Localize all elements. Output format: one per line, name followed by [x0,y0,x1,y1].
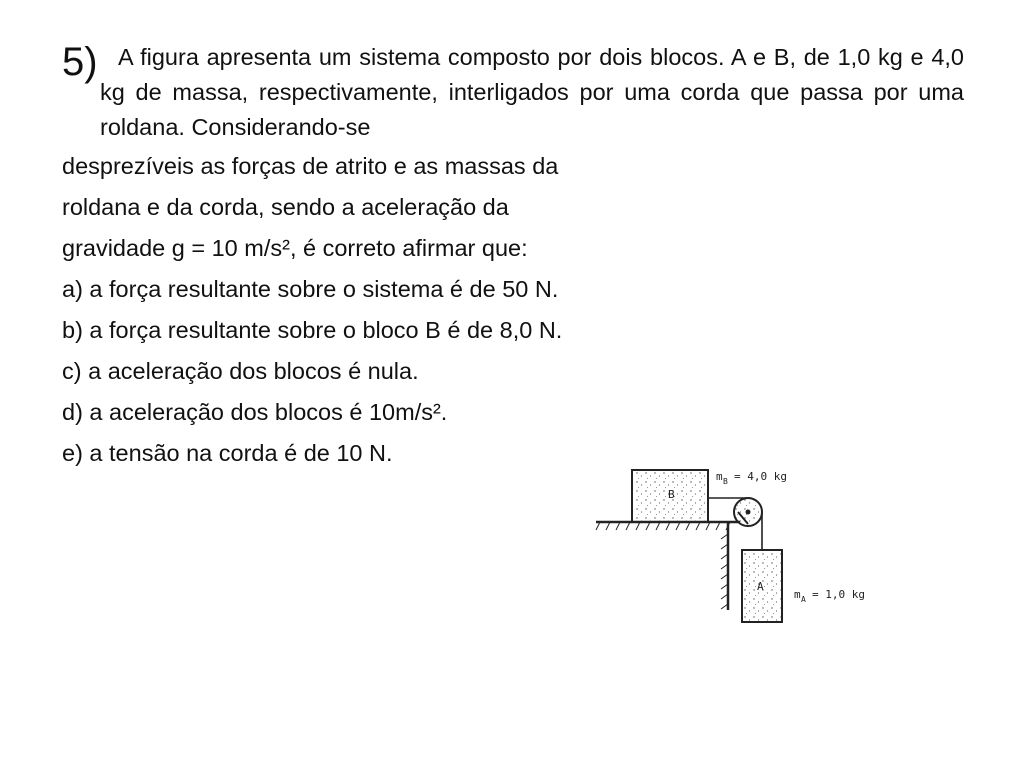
mass-b-subscript: B [723,477,728,486]
mass-b-value: = 4,0 kg [734,470,787,483]
block-a [742,550,782,622]
option-c: c) a aceleração dos blocos é nula. [62,358,419,384]
question-intro: A figura apresenta um sistema composto por dois blocos. A e B, de 1,0 kg e 4,0 kg de massa, respectivamente, interligados por uma corda que passa por uma roldana. Considerando-se [100,44,964,140]
pulley-diagram-svg [590,462,890,642]
question-line-2: roldana e da corda, sendo a aceleração da [62,194,509,220]
question-line-3: gravidade g = 10 m/s², é correto afirmar que: [62,235,528,261]
mass-a-symbol: m [794,588,801,601]
pulley [734,498,762,526]
question-line-1: desprezíveis as forças de atrito e as massas da [62,153,559,179]
question-header [62,40,964,145]
pulley-diagram [590,462,890,642]
question-number: 5) [62,40,98,84]
table-wall [721,522,728,610]
block-b [632,470,708,522]
block-b-label: B [668,488,675,501]
mass-b-symbol: m [716,470,723,483]
option-d: d) a aceleração dos blocos é 10m/s². [62,399,448,425]
block-a-label: A [757,580,764,593]
mass-a-label [794,588,865,604]
option-b: b) a força resultante sobre o bloco B é de 8,0 N. [62,317,563,343]
option-e: e) a tensão na corda é de 10 N. [62,440,393,466]
question-block [62,40,964,474]
mass-b-label [716,470,787,486]
table-surface [596,522,740,530]
option-a: a) a força resultante sobre o sistema é de 50 N. [62,276,559,302]
mass-a-subscript: A [801,595,806,604]
mass-a-value: = 1,0 kg [812,588,865,601]
